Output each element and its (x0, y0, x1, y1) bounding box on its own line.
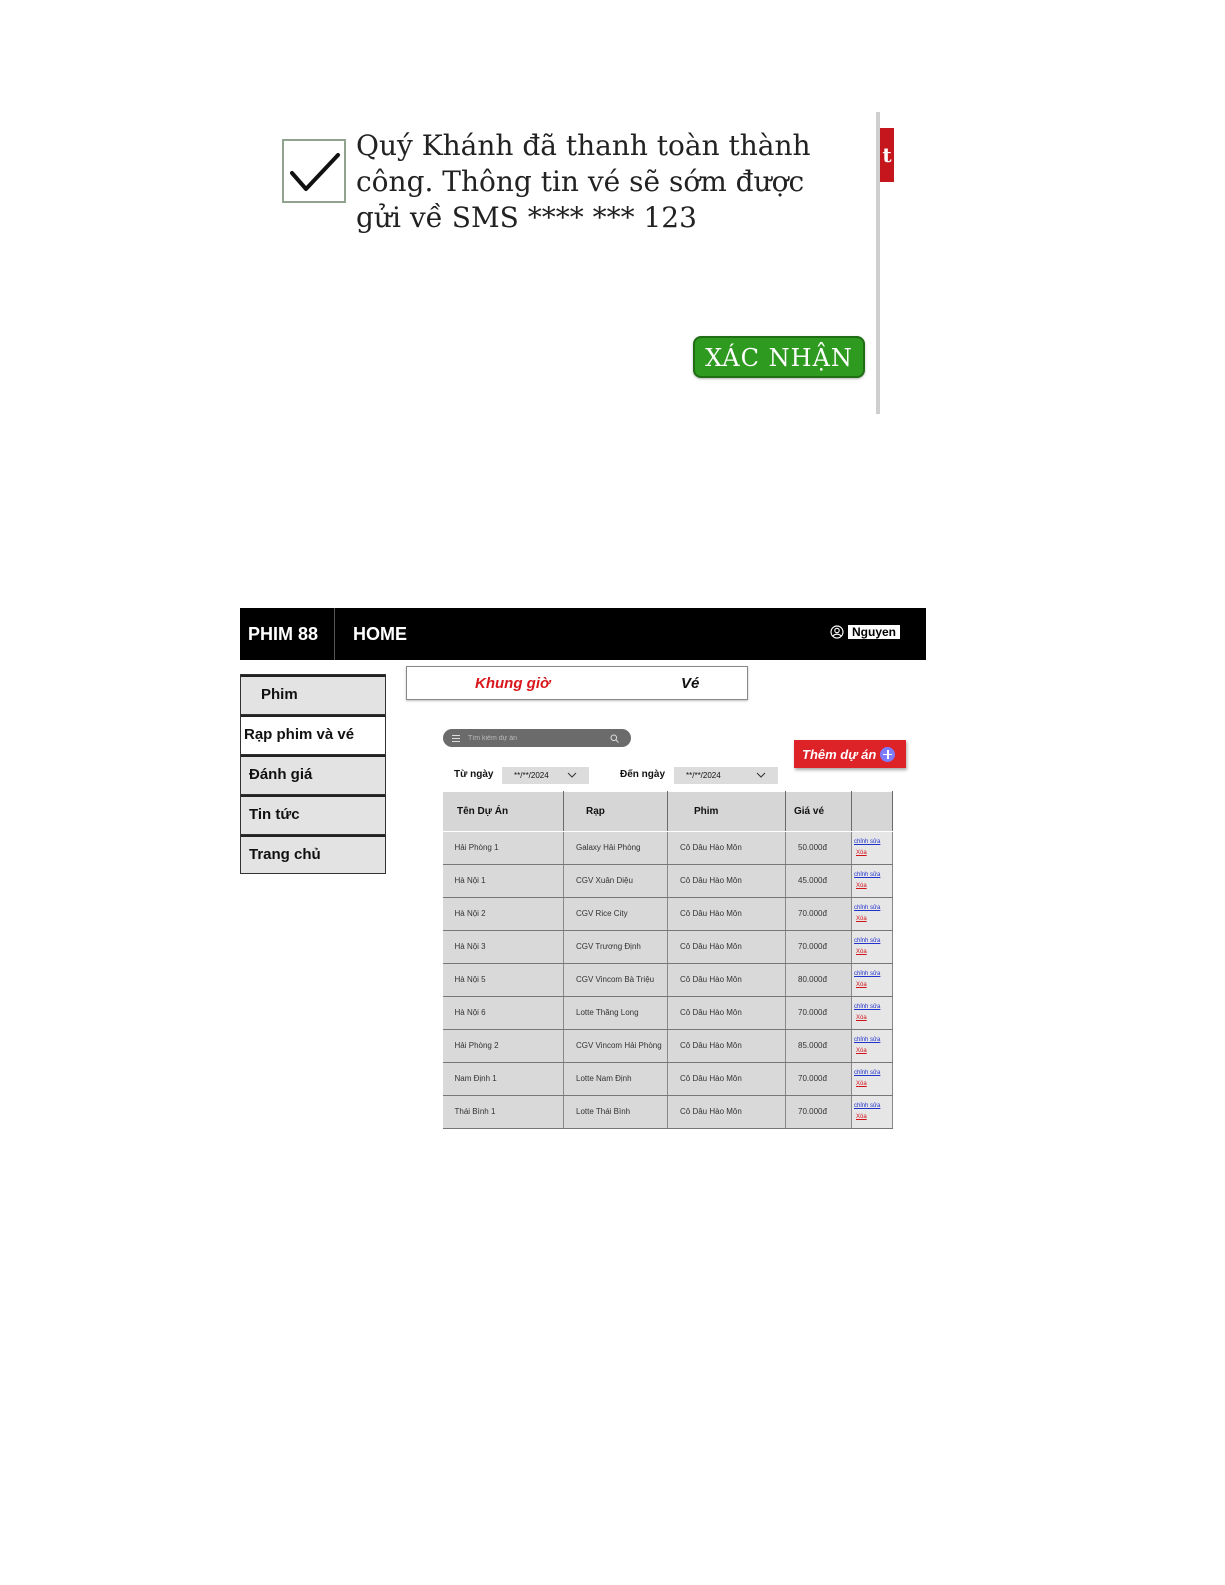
table-header-row (443, 792, 893, 832)
cell-cinema: Lotte Thăng Long (564, 997, 668, 1030)
edit-link[interactable]: chỉnh sửa (854, 905, 881, 911)
cell-movie: Cô Dâu Hào Môn (668, 898, 786, 931)
cell-actions (852, 898, 893, 931)
delete-link[interactable]: Xóa (856, 1015, 867, 1021)
column-header-gia-ve[interactable]: Giá vé (786, 792, 852, 832)
cell-cinema: Lotte Thái Bình (564, 1096, 668, 1129)
plus-circle-icon (880, 747, 895, 762)
table-row (443, 898, 893, 931)
edit-link[interactable]: chỉnh sửa (854, 1103, 881, 1109)
delete-link[interactable]: Xóa (856, 916, 867, 922)
add-project-label: Thêm dự án (802, 746, 877, 762)
cell-project-name: Hà Nội 6 (443, 997, 564, 1030)
cell-cinema: CGV Vincom Hải Phòng (564, 1030, 668, 1063)
edit-link[interactable]: chỉnh sửa (854, 872, 881, 878)
cell-movie: Cô Dâu Hào Môn (668, 1030, 786, 1063)
cell-project-name: Hà Nội 3 (443, 931, 564, 964)
cell-price: 85.000đ (786, 1030, 852, 1063)
sidebar-item-phim[interactable]: Phim (240, 674, 386, 714)
cell-cinema: CGV Vincom Bà Triệu (564, 964, 668, 997)
sidebar-item-trang-chu[interactable]: Trang chủ (240, 834, 386, 874)
delete-link[interactable]: Xóa (856, 982, 867, 988)
cell-price: 70.000đ (786, 1096, 852, 1129)
cell-project-name: Hải Phòng 1 (443, 832, 564, 865)
cell-movie: Cô Dâu Hào Môn (668, 931, 786, 964)
cell-actions (852, 931, 893, 964)
cell-movie: Cô Dâu Hào Môn (668, 1063, 786, 1096)
home-link[interactable]: HOME (353, 624, 407, 644)
column-header-actions (852, 792, 893, 832)
cell-price: 45.000đ (786, 865, 852, 898)
user-circle-icon (830, 625, 844, 639)
cell-price: 70.000đ (786, 997, 852, 1030)
cell-price: 70.000đ (786, 931, 852, 964)
tab-khung-gio[interactable]: Khung giờ (475, 675, 551, 692)
edit-link[interactable]: chỉnh sửa (854, 1004, 881, 1010)
search-icon[interactable] (610, 734, 619, 743)
cell-price: 80.000đ (786, 964, 852, 997)
sidebar-item-danh-gia[interactable]: Đánh giá (240, 754, 386, 794)
column-header-rap[interactable]: Rạp (564, 792, 668, 832)
table-row (443, 964, 893, 997)
sidebar-item-tin-tuc[interactable]: Tin tức (240, 794, 386, 834)
cell-cinema: Lotte Nam Định (564, 1063, 668, 1096)
table-row (443, 1096, 893, 1129)
cell-movie: Cô Dâu Hào Môn (668, 832, 786, 865)
delete-link[interactable]: Xóa (856, 1114, 867, 1120)
search-input[interactable] (468, 735, 608, 742)
admin-screen (240, 608, 926, 1120)
success-message: Quý Khánh đã thanh toàn thành công. Thông tin vé sẽ sớm được gửi về SMS **** *** 123 (356, 129, 811, 234)
table-row (443, 1030, 893, 1063)
cell-project-name: Thái Bình 1 (443, 1096, 564, 1129)
edit-link[interactable]: chỉnh sửa (854, 938, 881, 944)
from-date-value: **/**/2024 (514, 771, 549, 780)
side-tab[interactable] (880, 128, 894, 182)
checkmark-icon (288, 147, 342, 197)
cell-project-name: Hà Nội 2 (443, 898, 564, 931)
table-row (443, 997, 893, 1030)
cell-movie: Cô Dâu Hào Môn (668, 865, 786, 898)
to-date-value: **/**/2024 (686, 771, 721, 780)
sidebar-item-rap-phim-va-ve[interactable]: Rạp phim và vé (240, 714, 386, 754)
from-date-select[interactable] (502, 767, 589, 784)
cell-price: 50.000đ (786, 832, 852, 865)
cell-actions (852, 1096, 893, 1129)
table-row (443, 832, 893, 865)
projects-table (442, 791, 893, 1129)
success-checkbox (282, 139, 346, 203)
side-tab-text: t (882, 143, 892, 167)
column-header-ten-du-an[interactable]: Tên Dự Án (443, 792, 564, 832)
tab-ve[interactable]: Vé (681, 675, 700, 692)
cell-price: 70.000đ (786, 898, 852, 931)
sidebar (240, 674, 386, 874)
user-menu[interactable] (830, 623, 900, 641)
cell-actions (852, 1030, 893, 1063)
payment-success-dialog (240, 112, 892, 414)
cell-actions (852, 1063, 893, 1096)
navbar-divider (334, 608, 335, 660)
cell-cinema: CGV Rice City (564, 898, 668, 931)
delete-link[interactable]: Xóa (856, 1081, 867, 1087)
cell-actions (852, 832, 893, 865)
edit-link[interactable]: chỉnh sửa (854, 1070, 881, 1076)
tab-bar (406, 666, 748, 700)
delete-link[interactable]: Xóa (856, 883, 867, 889)
from-date-label: Từ ngày (454, 769, 494, 780)
search-bar (443, 729, 631, 747)
cell-cinema: CGV Trương Định (564, 931, 668, 964)
cell-cinema: Galaxy Hải Phòng (564, 832, 668, 865)
delete-link[interactable]: Xóa (856, 949, 867, 955)
top-navbar (240, 608, 926, 660)
confirm-button[interactable]: XÁC NHẬN (693, 336, 865, 378)
cell-price: 70.000đ (786, 1063, 852, 1096)
cell-project-name: Nam Định 1 (443, 1063, 564, 1096)
to-date-select[interactable] (674, 767, 778, 784)
cell-project-name: Hà Nội 1 (443, 865, 564, 898)
column-header-phim[interactable]: Phim (668, 792, 786, 832)
cell-project-name: Hà Nội 5 (443, 964, 564, 997)
table-row (443, 931, 893, 964)
menu-icon[interactable] (452, 735, 460, 742)
table-row (443, 1063, 893, 1096)
table-row (443, 865, 893, 898)
edit-link[interactable]: chỉnh sửa (854, 1037, 881, 1043)
edit-link[interactable]: chỉnh sửa (854, 839, 881, 845)
delete-link[interactable]: Xóa (856, 850, 867, 856)
cell-actions (852, 997, 893, 1030)
to-date-label: Đến ngày (620, 769, 666, 780)
edit-link[interactable]: chỉnh sửa (854, 971, 881, 977)
chevron-down-icon (756, 770, 766, 780)
cell-actions (852, 865, 893, 898)
user-name: Nguyen (848, 625, 900, 639)
cell-movie: Cô Dâu Hào Môn (668, 1096, 786, 1129)
delete-link[interactable]: Xóa (856, 1048, 867, 1054)
cell-actions (852, 964, 893, 997)
brand-logo[interactable]: PHIM 88 (248, 624, 319, 644)
chevron-down-icon (567, 770, 577, 780)
cell-project-name: Hải Phòng 2 (443, 1030, 564, 1063)
cell-movie: Cô Dâu Hào Môn (668, 997, 786, 1030)
cell-movie: Cô Dâu Hào Môn (668, 964, 786, 997)
add-project-button[interactable] (794, 740, 906, 768)
cell-cinema: CGV Xuân Diệu (564, 865, 668, 898)
